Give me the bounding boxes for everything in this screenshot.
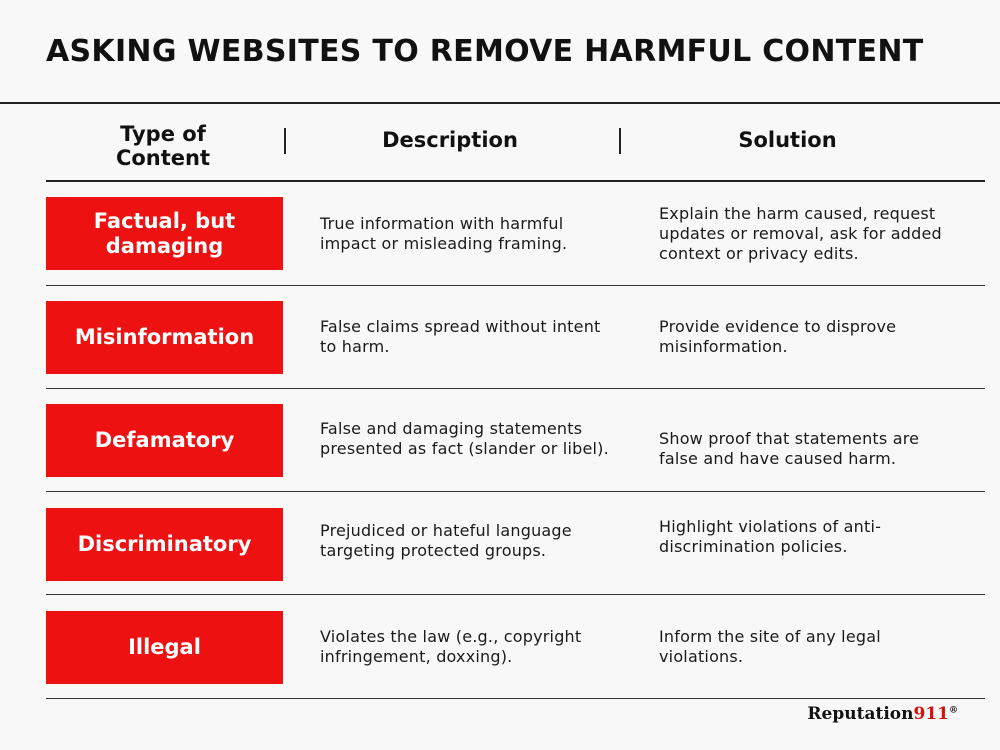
row-solution: Provide evidence to disprove misinformation. <box>659 317 897 356</box>
content-type-badge-defamatory: Defamatory <box>46 404 283 477</box>
row-solution: Explain the harm caused, request updates or removal, ask for added context or privacy edits. <box>659 204 942 263</box>
content-type-badge-discriminatory: Discriminatory <box>46 508 283 581</box>
column-header-solution: Solution <box>738 128 837 152</box>
header-rule <box>46 180 985 182</box>
row-solution: Show proof that statements are false and have caused harm. <box>659 429 920 468</box>
reputation911-logo <box>807 704 958 724</box>
registered-mark: ® <box>949 705 958 716</box>
row-description: False and damaging statements presented as fact (slander or libel). <box>320 419 609 458</box>
row-description: False claims spread without intent to harm. <box>320 317 601 356</box>
row-divider <box>46 594 985 595</box>
row-solution: Inform the site of any legal violations. <box>659 627 881 666</box>
logo-word: Reputation <box>807 704 914 724</box>
header-separator <box>284 128 286 154</box>
column-header-description: Description <box>382 128 518 152</box>
content-type-badge-illegal: Illegal <box>46 611 283 684</box>
column-header-type: Type of Content <box>115 122 211 170</box>
content-type-badge-factual: Factual, but damaging <box>46 197 283 270</box>
row-divider <box>46 285 985 286</box>
page-title: ASKING WEBSITES TO REMOVE HARMFUL CONTENT <box>46 34 924 69</box>
content-type-badge-misinformation: Misinformation <box>46 301 283 374</box>
row-description: Prejudiced or hateful language targeting protected groups. <box>320 521 572 560</box>
logo-number: 911 <box>913 704 949 724</box>
row-solution: Highlight violations of anti-discrimination policies. <box>659 517 882 556</box>
title-divider <box>0 102 1000 104</box>
row-divider <box>46 698 985 699</box>
header-separator <box>619 128 621 154</box>
row-description: Violates the law (e.g., copyright infringement, doxxing). <box>320 627 582 666</box>
row-description: True information with harmful impact or misleading framing. <box>320 214 568 253</box>
